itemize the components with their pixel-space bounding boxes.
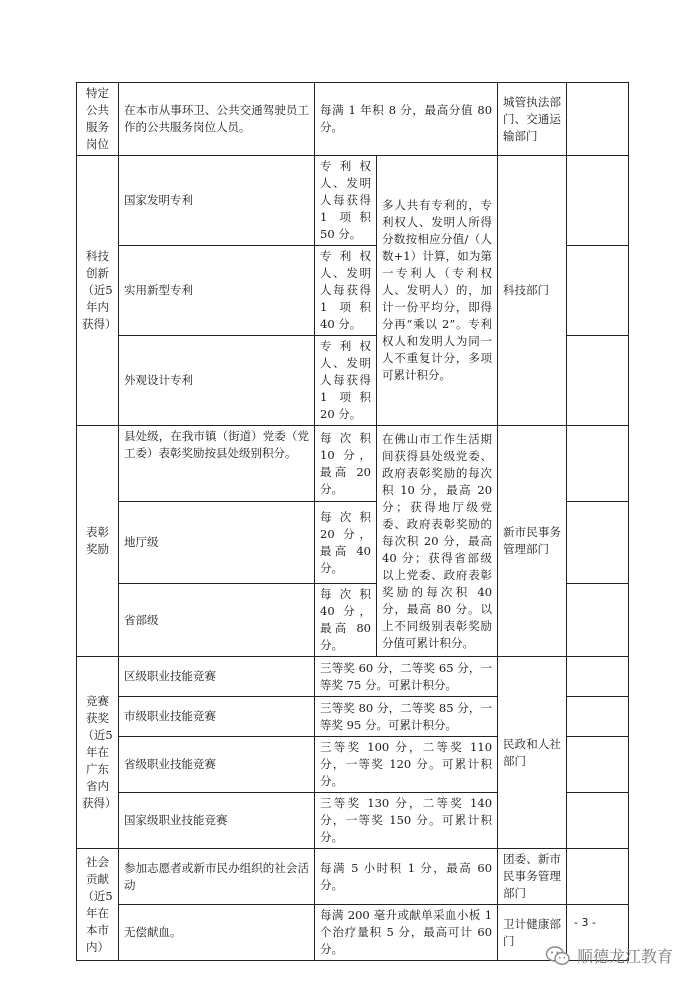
item-cell: 地厅级 (119, 502, 315, 584)
empty-cell (567, 849, 629, 905)
category-cell: 特定公共服务岗位 (77, 83, 119, 156)
score-cell: 每满 200 毫升或献单采血小板 1 个治疗量积 5 分，最高可计 60 分。 (315, 905, 498, 961)
score-cell: 三等奖 60 分，二等奖 65 分，一等奖 75 分。可累计积分。 (315, 657, 498, 697)
score-cell: 三等奖 80 分，二等奖 85 分，一等奖 95 分。可累计积分。 (315, 697, 498, 737)
wechat-icon (545, 945, 571, 967)
empty-cell (567, 584, 629, 657)
score-cell: 每满 5 小时积 1 分，最高 60 分。 (315, 849, 498, 905)
item-cell: 外观设计专利 (119, 336, 315, 426)
department-cell: 科技部门 (498, 156, 567, 426)
score-cell: 每次积 10 分，最高 20 分。 (315, 426, 377, 502)
empty-cell (567, 336, 629, 426)
score-cell: 专利权人、发明人每获得 1 项积 40 分。 (315, 246, 377, 336)
item-cell: 省部级 (119, 584, 315, 657)
note-cell: 在佛山市工作生活期间获得县处级党委、政府表彰奖励的每次积 10 分，最高 20 分；获得地厅级党委、政府表彰奖励的每次积 20 分，最高 40 分；获得省部级以上党委、政府表彰奖励的每次积 40 分，最高 80 分。以上不同级别表彰奖励分值可累计积分。 (377, 426, 498, 657)
score-cell: 每次积 40 分，最高 80 分。 (315, 584, 377, 657)
item-cell: 区级职业技能竞赛 (119, 657, 315, 697)
category-cell: 科技创新（近5年内获得） (77, 156, 119, 426)
score-cell: 每满 1 年积 8 分，最高分值 80 分。 (315, 83, 498, 156)
item-cell: 在本市从事环卫、公共交通驾驶员工作的公共服务岗位人员。 (119, 83, 315, 156)
category-cell: 竞赛获奖（近5年在广东省内获得） (77, 657, 119, 849)
department-cell: 民政和人社部门 (498, 657, 567, 849)
item-cell: 县处级，在我市镇（街道）党委（党工委）表彰奖励按县处级别积分。 (119, 426, 315, 502)
watermark-text: 顺德龙江教育 (577, 947, 674, 966)
category-cell: 社会贡献（近5年在本市内） (77, 849, 119, 961)
department-cell: 新市民事务管理部门 (498, 426, 567, 657)
department-cell: 城管执法部门、交通运输部门 (498, 83, 567, 156)
score-cell: 专利权人、发明人每获得 1 项积 20 分。 (315, 336, 377, 426)
empty-cell (567, 697, 629, 737)
table-row (77, 849, 629, 905)
item-cell: 省级职业技能竞赛 (119, 737, 315, 793)
category-cell: 表彰奖励 (77, 426, 119, 657)
table-row (77, 657, 629, 697)
item-cell: 国家级职业技能竞赛 (119, 793, 315, 849)
empty-cell (567, 246, 629, 336)
empty-cell (567, 502, 629, 584)
item-cell: 国家发明专利 (119, 156, 315, 246)
score-cell: 三等奖 100 分，二等奖 110 分，一等奖 120 分。可累计积分。 (315, 737, 498, 793)
table-row (77, 156, 629, 246)
empty-cell (567, 426, 629, 502)
empty-cell (567, 657, 629, 697)
watermark (545, 944, 673, 967)
empty-cell (567, 793, 629, 849)
table-row (77, 426, 629, 502)
department-cell: 团委、新市民事务管理部门 (498, 849, 567, 905)
table-row (77, 83, 629, 156)
empty-cell (567, 156, 629, 246)
page-number: - 3 - (574, 916, 596, 929)
item-cell: 无偿献血。 (119, 905, 315, 961)
score-cell: 三等奖 130 分，二等奖 140 分，一等奖 150 分。可累计积分。 (315, 793, 498, 849)
item-cell: 实用新型专利 (119, 246, 315, 336)
note-cell: 多人共有专利的，专利权人、发明人所得分数按相应分值/（人数+1）计算，如为第一专利人（专利权人、发明人）的，加计一份平均分，即得分再“乘以 2”。专利权人和发明人为同一人不重复计分，多项可累计积分。 (377, 156, 498, 426)
score-cell: 每次积 20 分，最高 40 分。 (315, 502, 377, 584)
empty-cell (567, 737, 629, 793)
department-cell: 卫计健康部门 (498, 905, 567, 961)
points-table (76, 82, 629, 961)
item-cell: 市级职业技能竞赛 (119, 697, 315, 737)
item-cell: 参加志愿者或新市民办组织的社会活动 (119, 849, 315, 905)
empty-cell (567, 83, 629, 156)
score-cell: 专利权人、发明人每获得 1 项积 50 分。 (315, 156, 377, 246)
